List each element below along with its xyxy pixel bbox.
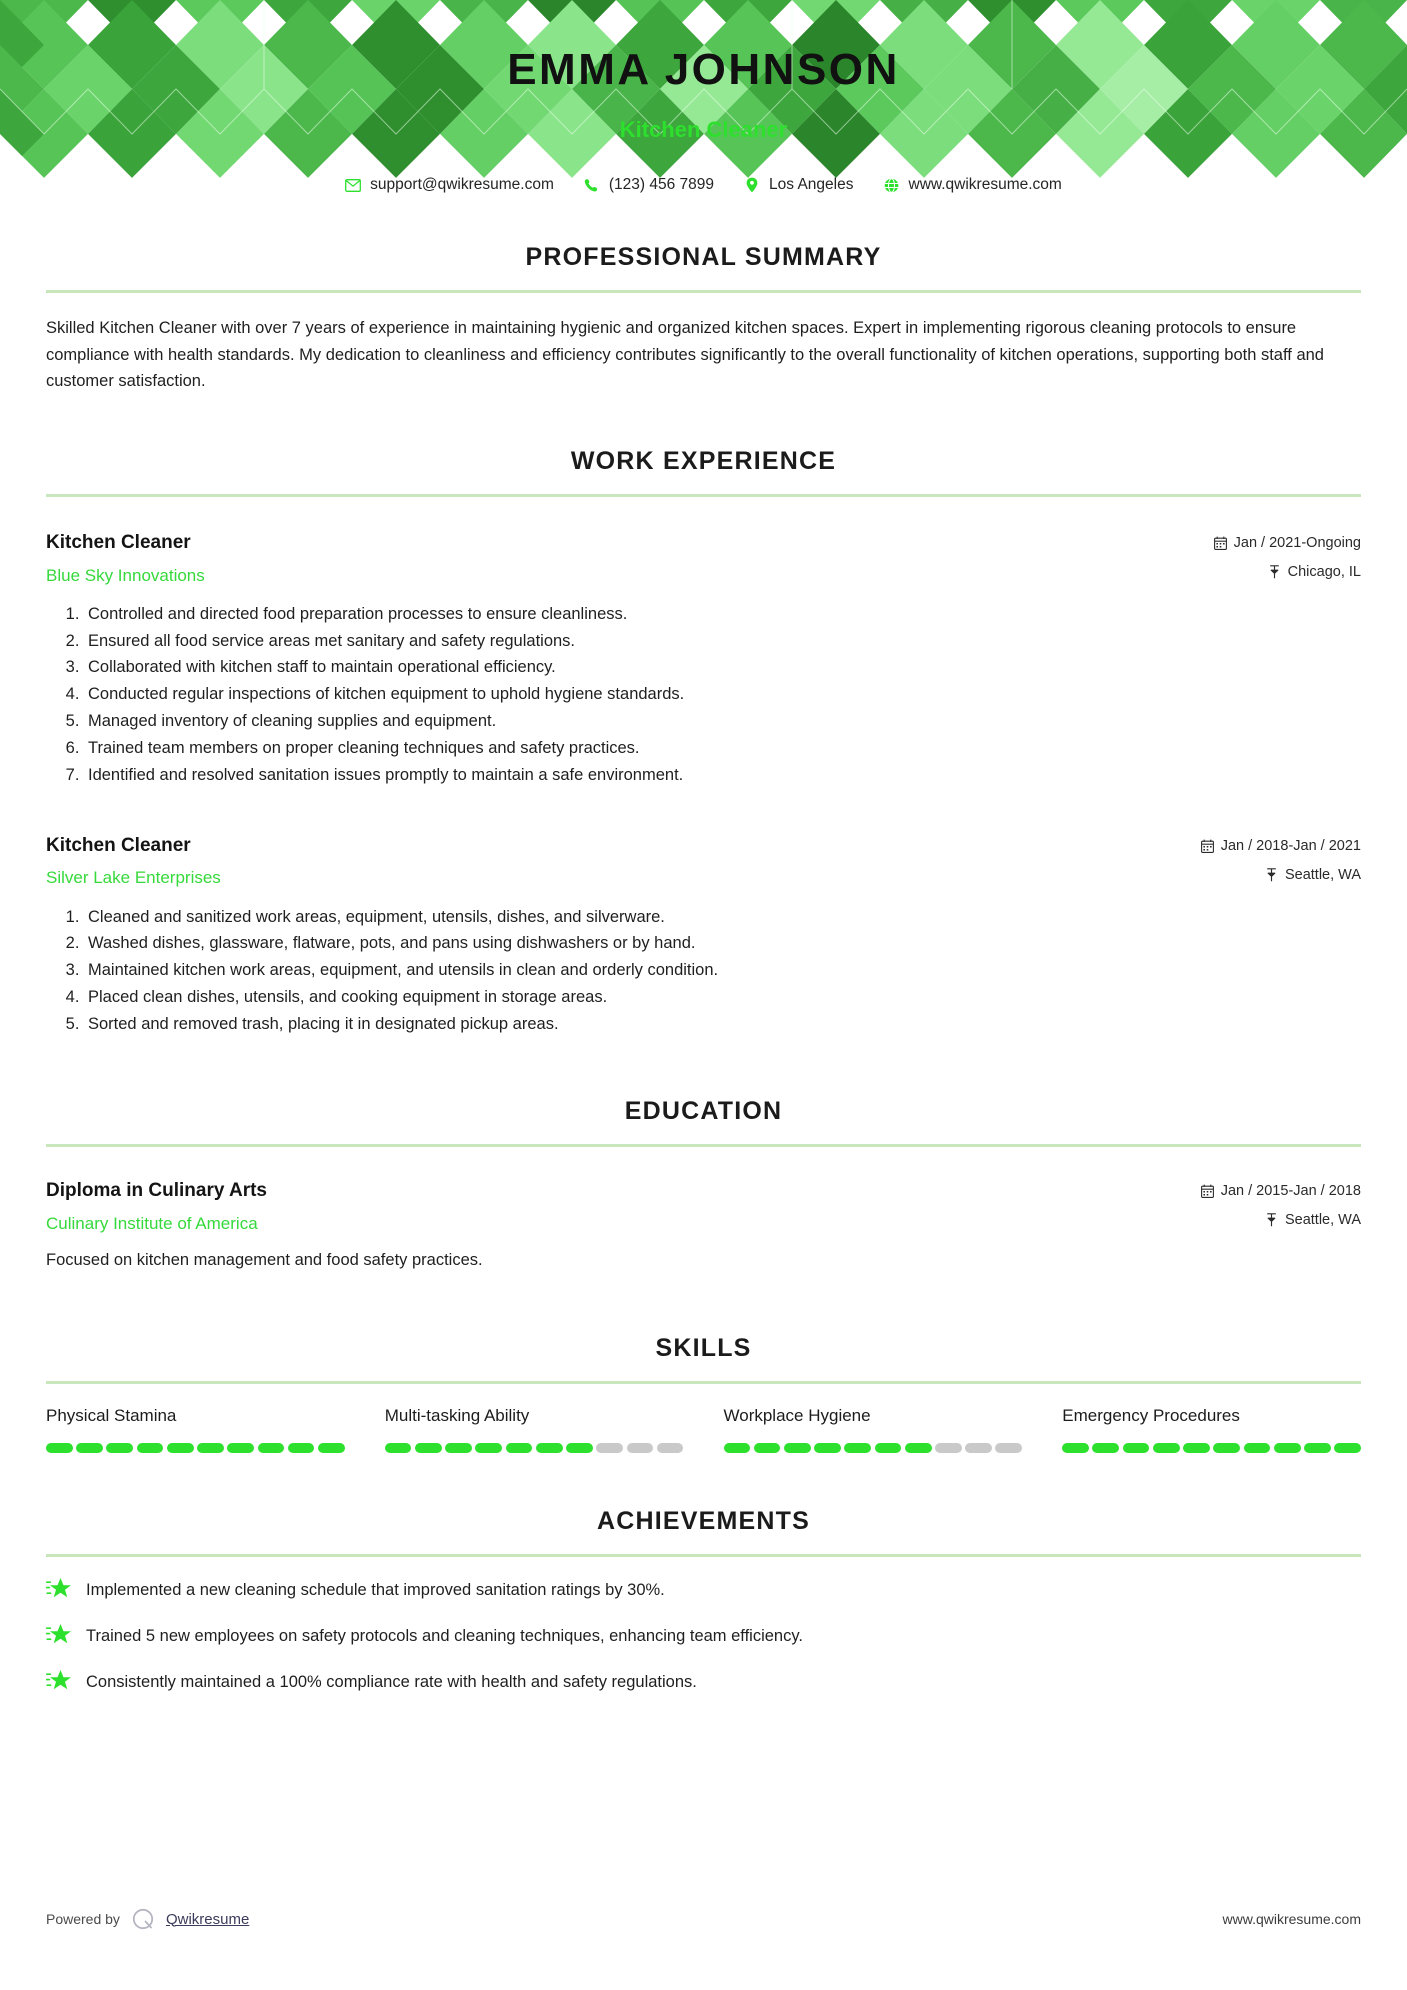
contact-phone[interactable] — [584, 176, 714, 194]
work-bullets — [46, 603, 1361, 786]
education-dates — [1201, 1183, 1361, 1199]
skill-segment-filled — [445, 1443, 472, 1453]
skill-segment-filled — [288, 1443, 315, 1453]
skill-segment-filled — [1092, 1443, 1119, 1453]
education-location-text: Seattle, WA — [1284, 1211, 1361, 1228]
list-item: 5. Managed inventory of cleaning supplies and equipment. — [84, 710, 1361, 732]
work-location-text: Chicago, IL — [1287, 564, 1361, 581]
skill-segment-filled — [46, 1443, 73, 1453]
contact-website[interactable] — [884, 176, 1062, 194]
section-divider — [46, 1381, 1361, 1384]
contact-phone-text: (123) 456 7899 — [608, 176, 715, 193]
list-item: 1. Controlled and directed food preparation processes to ensure cleanliness. — [84, 603, 1361, 625]
star-burst-icon — [46, 1669, 72, 1693]
skill-segment-filled — [475, 1443, 502, 1453]
star-burst-icon — [46, 1623, 72, 1647]
footer-website[interactable]: www.qwikresume.com — [1222, 1911, 1361, 1927]
skill-segment-filled — [814, 1443, 841, 1453]
skill-segment-filled — [506, 1443, 533, 1453]
skill-item — [724, 1406, 1063, 1453]
section-title-education: EDUCATION — [624, 1096, 783, 1125]
skill-item — [46, 1406, 385, 1453]
skill-rating-bar — [1062, 1443, 1361, 1453]
work-entry — [46, 834, 1361, 1035]
skill-segment-filled — [1062, 1443, 1089, 1453]
skill-segment-filled — [1244, 1443, 1271, 1453]
work-location — [1214, 564, 1361, 580]
skill-segment-filled — [318, 1443, 345, 1453]
skill-rating-bar — [724, 1443, 1023, 1453]
work-bullets — [46, 906, 1361, 1035]
skill-segment-filled — [1153, 1443, 1180, 1453]
work-location — [1201, 867, 1361, 883]
work-entry — [46, 531, 1361, 786]
summary-text: Skilled Kitchen Cleaner with over 7 years of experience in maintaining hygienic and organized kitchen spaces. Expert in implementing rigorous cleaning protocols to ensure compliance with health standards. My dedication to cleanliness and efficiency contributes significantly to the overall functionality of kitchen operations, supporting both staff and customer satisfaction. — [46, 319, 1324, 391]
skill-item — [385, 1406, 724, 1453]
work-dates-text: Jan / 2021-Ongoing — [1233, 535, 1361, 552]
education-location — [1201, 1212, 1361, 1228]
education-entry — [46, 1179, 1361, 1272]
work-dates — [1201, 838, 1361, 854]
section-title-work: WORK EXPERIENCE — [570, 447, 837, 476]
skill-segment-filled — [385, 1443, 412, 1453]
skill-segment-filled — [724, 1443, 751, 1453]
geometric-pattern-banner — [0, 0, 1407, 178]
section-divider — [46, 1554, 1361, 1557]
contact-email-text: support@qwikresume.com — [370, 176, 554, 193]
list-item: 3. Collaborated with kitchen staff to maintain operational efficiency. — [84, 656, 1361, 678]
map-marker-pin-icon — [1265, 868, 1278, 882]
list-item: 5. Sorted and removed trash, placing it in designated pickup areas. — [84, 1013, 1361, 1035]
page-title: EMMA JOHNSON — [507, 45, 900, 94]
calendar-icon — [1201, 1184, 1214, 1198]
skill-segment-filled — [167, 1443, 194, 1453]
list-item: 7. Identified and resolved sanitation issues promptly to maintain a safe environment. — [84, 764, 1361, 786]
section-skills — [46, 1334, 1361, 1453]
list-item — [46, 1579, 1361, 1602]
list-item: 2. Washed dishes, glassware, flatware, pots, and pans using dishwashers or by hand. — [84, 932, 1361, 954]
section-title-summary: PROFESSIONAL SUMMARY — [525, 243, 882, 271]
achievement-text: Trained 5 new employees on safety protocols and cleaning techniques, enhancing team efficiency. — [86, 1627, 803, 1646]
skill-rating-bar — [46, 1443, 345, 1453]
section-education — [46, 1097, 1361, 1272]
skill-segment-empty — [995, 1443, 1022, 1453]
section-professional-summary — [46, 243, 1361, 395]
list-item: 3. Maintained kitchen work areas, equipment, and utensils in clean and orderly condition. — [84, 959, 1361, 981]
skill-label: Emergency Procedures — [1062, 1405, 1240, 1425]
skill-segment-filled — [76, 1443, 103, 1453]
list-item — [46, 1671, 1361, 1694]
contact-email[interactable] — [345, 176, 554, 194]
section-work-experience — [46, 447, 1361, 1035]
achievements-list — [46, 1579, 1361, 1694]
work-organization: Blue Sky Innovations — [46, 565, 205, 585]
section-achievements — [46, 1507, 1361, 1694]
list-item: 4. Conducted regular inspections of kitchen equipment to uphold hygiene standards. — [84, 683, 1361, 705]
list-item: 1. Cleaned and sanitized work areas, equipment, utensils, dishes, and silverware. — [84, 906, 1361, 928]
location-pin-icon — [744, 177, 760, 193]
list-item: 4. Placed clean dishes, utensils, and cooking equipment in storage areas. — [84, 986, 1361, 1008]
skill-segment-filled — [1274, 1443, 1301, 1453]
contact-location — [744, 176, 853, 194]
work-location-text: Seattle, WA — [1284, 866, 1361, 883]
skills-grid — [46, 1406, 1361, 1453]
skill-segment-filled — [106, 1443, 133, 1453]
contact-location-text: Los Angeles — [769, 176, 854, 193]
skill-segment-empty — [657, 1443, 684, 1453]
email-icon — [345, 177, 361, 193]
skill-segment-filled — [784, 1443, 811, 1453]
skill-segment-empty — [965, 1443, 992, 1453]
contact-info-row — [0, 176, 1407, 194]
skill-segment-filled — [844, 1443, 871, 1453]
phone-icon — [584, 177, 600, 193]
skill-segment-filled — [1304, 1443, 1331, 1453]
work-dates — [1214, 535, 1361, 551]
star-burst-icon — [46, 1577, 72, 1601]
education-degree: Diploma in Culinary Arts — [46, 1179, 267, 1201]
education-dates-text: Jan / 2015-Jan / 2018 — [1220, 1182, 1361, 1199]
contact-website-text: www.qwikresume.com — [908, 176, 1062, 193]
section-title-skills: SKILLS — [655, 1333, 752, 1362]
list-item — [46, 1625, 1361, 1648]
list-item: 6. Trained team members on proper cleaning techniques and safety practices. — [84, 737, 1361, 759]
globe-icon — [884, 177, 900, 193]
achievement-text: Implemented a new cleaning schedule that improved sanitation ratings by 30%. — [86, 1581, 665, 1600]
skill-label: Physical Stamina — [46, 1405, 177, 1425]
section-divider — [46, 290, 1361, 293]
section-title-achievements: ACHIEVEMENTS — [596, 1507, 811, 1536]
skill-label: Multi-tasking Ability — [384, 1405, 530, 1425]
skill-segment-filled — [1213, 1443, 1240, 1453]
calendar-icon — [1201, 839, 1214, 853]
work-organization: Silver Lake Enterprises — [46, 868, 221, 888]
skill-segment-filled — [1123, 1443, 1150, 1453]
skill-segment-filled — [258, 1443, 285, 1453]
skill-rating-bar — [385, 1443, 684, 1453]
skill-label: Workplace Hygiene — [723, 1405, 871, 1425]
skill-segment-filled — [536, 1443, 563, 1453]
skill-segment-empty — [935, 1443, 962, 1453]
skill-item — [1062, 1406, 1361, 1453]
work-role: Kitchen Cleaner — [46, 834, 191, 856]
skill-segment-filled — [227, 1443, 254, 1453]
skill-segment-empty — [627, 1443, 654, 1453]
skill-segment-filled — [1334, 1443, 1361, 1453]
education-school: Culinary Institute of America — [46, 1213, 258, 1233]
skill-segment-filled — [197, 1443, 224, 1453]
skill-segment-filled — [566, 1443, 593, 1453]
map-marker-pin-icon — [1268, 565, 1281, 579]
powered-by-label: Powered by — [46, 1911, 120, 1927]
map-marker-pin-icon — [1265, 1213, 1278, 1227]
skill-segment-empty — [596, 1443, 623, 1453]
qwikresume-logo-icon — [130, 1906, 156, 1932]
page-footer — [46, 1906, 1361, 1932]
skill-segment-filled — [875, 1443, 902, 1453]
qwikresume-brand-link[interactable]: Qwikresume — [165, 1910, 250, 1928]
achievement-text: Consistently maintained a 100% compliance rate with health and safety regulations. — [86, 1673, 697, 1692]
skill-segment-filled — [415, 1443, 442, 1453]
skill-segment-filled — [1183, 1443, 1210, 1453]
education-description: Focused on kitchen management and food safety practices. — [46, 1250, 483, 1269]
skill-segment-filled — [754, 1443, 781, 1453]
resume-header — [0, 0, 1407, 213]
job-title: Kitchen Cleaner — [619, 117, 788, 142]
section-divider — [46, 494, 1361, 497]
skill-segment-filled — [137, 1443, 164, 1453]
skill-segment-filled — [905, 1443, 932, 1453]
calendar-icon — [1214, 536, 1227, 550]
work-dates-text: Jan / 2018-Jan / 2021 — [1220, 837, 1361, 854]
section-divider — [46, 1144, 1361, 1147]
list-item: 2. Ensured all food service areas met sanitary and safety regulations. — [84, 630, 1361, 652]
work-role: Kitchen Cleaner — [46, 532, 191, 554]
